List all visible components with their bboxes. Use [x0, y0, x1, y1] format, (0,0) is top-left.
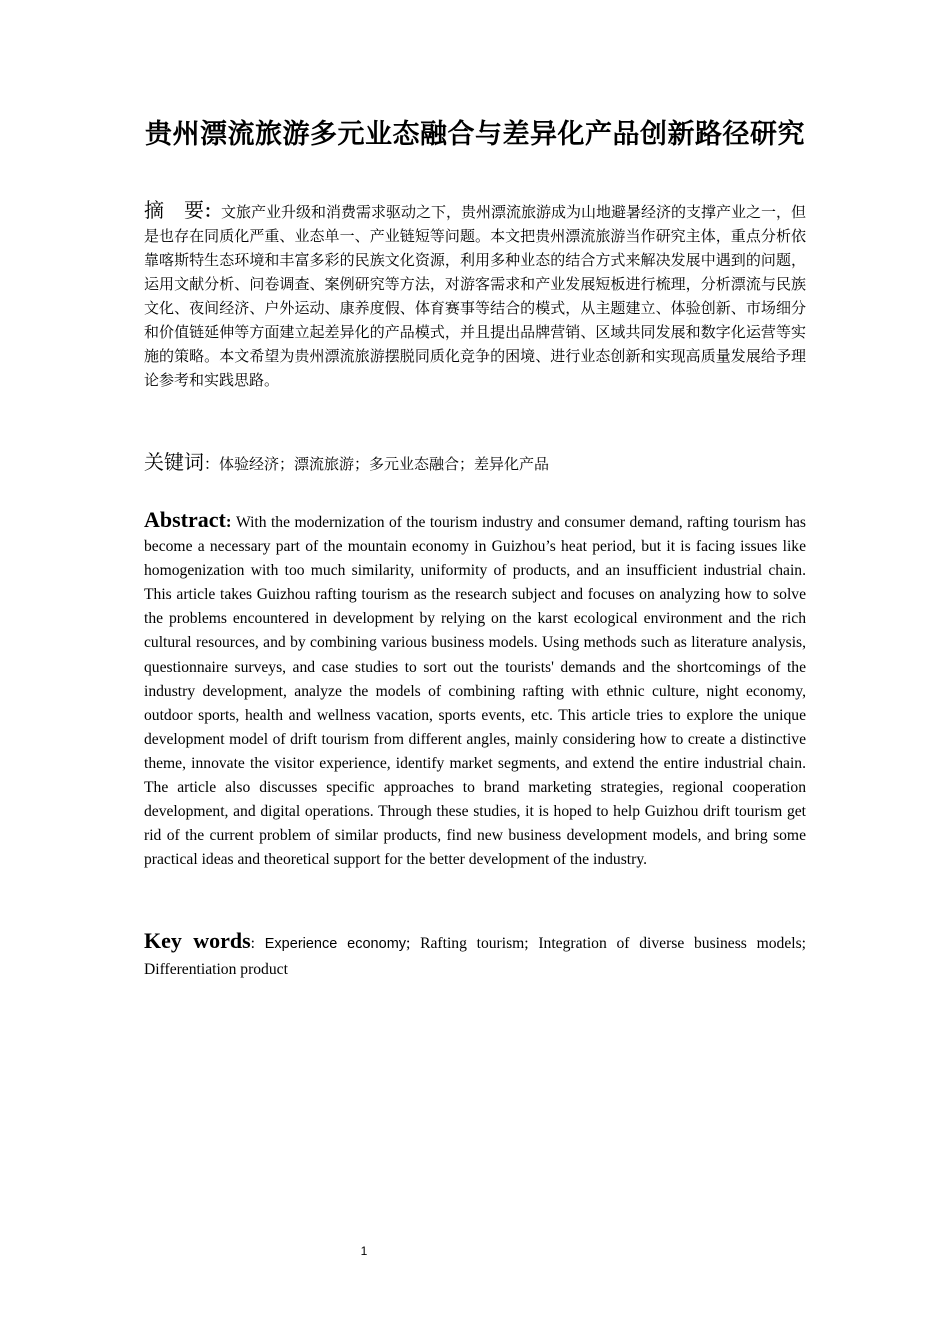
- chinese-keywords-text: 体验经济；漂流旅游；多元业态融合；差异化产品: [219, 455, 550, 473]
- english-keywords-label: Key words: [144, 928, 251, 953]
- chinese-abstract: [144, 198, 806, 392]
- chinese-abstract-text: 文旅产业升级和消费需求驱动之下，贵州漂流旅游成为山地避暑经济的支撑产业之一，但是也存在同质化严重、业态单一、产业链短等问题。本文把贵州漂流旅游当作研究主体，重点分析依靠喀斯特生态环境和丰富多彩的民族文化资源，利用多种业态的结合方式来解决发展中遇到的问题，运用文献分析、问卷调查、案例研究等方法，对游客需求和产业发展短板进行梳理，分析漂流与民族文化、夜间经济、户外运动、康养度假、体育赛事等结合的模式，从主题建立、体验创新、市场细分和价值链延伸等方面建立起差异化的产品模式，并且提出品牌营销、区域共同发展和数字化运营等实施的策略。本文希望为贵州漂流旅游摆脱同质化竞争的困境、进行业态创新和实现高质量发展给予理论参考和实践思路。: [144, 203, 807, 389]
- chinese-keywords-separator: ：: [204, 455, 220, 473]
- paper-title: 贵州漂流旅游多元业态融合与差异化产品创新路径研究: [145, 119, 805, 150]
- chinese-abstract-label: 摘 要: [144, 198, 204, 222]
- chinese-abstract-separator: ：: [204, 202, 221, 222]
- chinese-keywords-label: 关键词: [144, 450, 204, 474]
- page-number: 1: [360, 1244, 368, 1258]
- english-keyword-first: Experience economy: [264, 936, 407, 952]
- english-abstract: [144, 508, 806, 872]
- english-keywords: [144, 928, 806, 983]
- chinese-keywords: [144, 448, 806, 478]
- english-keywords-separator: :: [250, 935, 256, 952]
- english-abstract-text: With the modernization of the tourism industry and consumer demand, rafting tourism has become a necessary part of the mountain economy in Guizhou’s heat period, but it is facing issues like homogenization with too much similarity, uniformity of products, and an insufficient industrial chain. This article takes Guizhou rafting tourism as the research subject and focuses on analyzing how to solve the problems encountered in development by relying on the karst ecological environment and the rich cultural resources, and by combining various business models. Using methods such as literature analysis, questionnaire surveys, and case studies to sort out the tourists' demands and the shortcomings of the industry development, analyze the models of combining rafting with ethnic culture, night economy, outdoor sports, health and wellness vacation, sports events, etc. This article tries to explore the unique development model of drift tourism from different angles, mainly considering how to create a distinctive theme, innovate the visitor experience, identify market segments, and extend the entire industrial chain. The article also discusses specific approaches to brand marketing strategies, regional cooperation development, and digital operations. Through these studies, it is hoped to help Guizhou drift tourism get rid of the current problem of similar products, find new business development models, and bring some practical ideas and theoretical support for the better development of the industry.: [144, 514, 806, 869]
- english-abstract-label: Abstract: [144, 507, 226, 532]
- english-abstract-separator: :: [225, 512, 232, 531]
- english-keywords-rest: ; Rafting tourism; Integration of diverse business models; Differentiation product: [144, 935, 806, 978]
